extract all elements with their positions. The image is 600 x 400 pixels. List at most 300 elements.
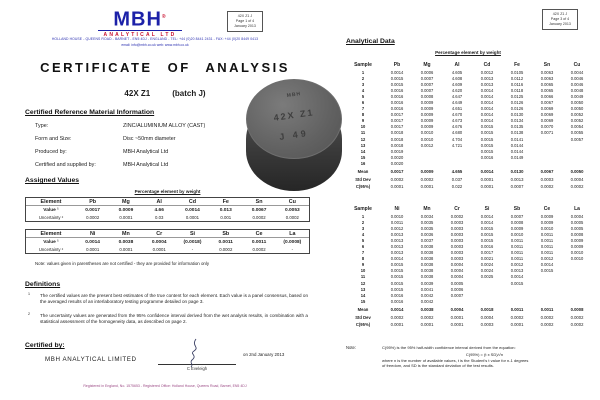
definitions-heading: Definitions (25, 281, 61, 288)
table-cell: 0.0019 (390, 148, 404, 154)
table-cell: 0.0052 (570, 118, 584, 124)
definition-ref-1: 1 (28, 292, 30, 296)
info-label: Type: (35, 123, 49, 129)
parentheses-note: Note: values given in parentheses are not certified - they are provided for information only (35, 261, 210, 266)
table-cell: 0.0015 (480, 231, 494, 237)
certified-by-heading: Certified by: (25, 342, 65, 349)
definition-2: The uncertainty values are generated from the 95% confidence interval derived from the wet analysis results, in combination with a statistical assessment of the homogeneity data, as described on page 2. (40, 313, 308, 324)
table-cell: 0.0042 (420, 298, 434, 304)
table-cell: 0.0001 (510, 322, 524, 328)
table-cell: 5 (361, 237, 365, 243)
table-cell: 0.0009 (420, 118, 434, 124)
table-cell: 14 (360, 292, 366, 298)
table-cell: Pb (393, 61, 401, 68)
table-cell: 0.0010 (390, 213, 404, 219)
table-cell: 0.0011 (251, 239, 267, 245)
table-cell: 0.0014 (85, 239, 100, 245)
table-cell: 4.608 (451, 75, 463, 81)
table-cell: 0.0016 (390, 93, 404, 99)
stamp-page: Page 3 of 4 (550, 16, 570, 21)
table-cell: 4.670 (451, 112, 463, 118)
table-cell: 1 (361, 69, 365, 75)
table-cell: 0.0046 (570, 81, 584, 87)
table-cell: 0.0016 (390, 298, 404, 304)
table-cell: 0.0017 (390, 124, 404, 130)
signature-squiggle (178, 338, 212, 368)
table-cell: 0.0002 (570, 184, 584, 190)
info-label: Certified and supplied by: (35, 162, 96, 168)
table-cell: 0.0016 (390, 100, 404, 106)
table-cell: 0.0042 (420, 292, 434, 298)
table-cell: 0.0004 (480, 314, 494, 320)
table-cell: 0.0014 (480, 112, 494, 118)
document-title: CERTIFICATE OF ANALYSIS (40, 60, 290, 75)
table-cell: Sn (543, 61, 551, 68)
table-row (26, 246, 309, 253)
table-cell: 0.0024 (480, 268, 494, 274)
table-cell: 0.0050 (570, 169, 584, 175)
table-cell: Cr (454, 205, 460, 212)
table-cell: 0.0015 (390, 262, 404, 268)
table-cell: Ce (543, 205, 551, 212)
table-cell: 0.0002 (420, 176, 434, 182)
table-cell: 0.0013 (390, 250, 404, 256)
table-cell: 0.0116 (510, 81, 524, 87)
table-cell: 0.0005 (570, 219, 584, 225)
info-label: Form and Size: (35, 136, 72, 142)
table-cell: 0.0014 (540, 262, 554, 268)
table-cell: Mean (357, 169, 369, 175)
table-cell: 0.0011 (540, 307, 554, 312)
table-cell: 0.0135 (510, 124, 524, 130)
table-cell: 0.0013 (480, 75, 494, 81)
registered-mark-icon: ® (161, 14, 167, 20)
disc-engraving-brand: MBH (286, 91, 302, 99)
table-cell: 15 (360, 154, 366, 160)
table-row (344, 60, 592, 69)
table-cell: 5 (361, 93, 365, 99)
table-cell: C(95%) (355, 184, 371, 190)
table-cell: 0.0003 (450, 237, 464, 243)
note-line-3: of freedom, and SD is the standard deviation of the test results. (382, 363, 494, 368)
table-cell: 0.0001 (119, 247, 133, 252)
table-cell: 0.0001 (86, 247, 100, 252)
table-cell: 0.0017 (85, 207, 100, 213)
table-cell: 0.0065 (540, 81, 554, 87)
table-cell: 0.0007 (510, 184, 524, 190)
table-cell: 0.0015 (540, 268, 554, 274)
table-cell: 0.0144 (510, 148, 524, 154)
page-stamp-right (542, 9, 578, 30)
table-cell: 0.0012 (480, 69, 494, 75)
confidence-interval-note (382, 345, 587, 368)
table-cell: C(95%) (355, 322, 371, 328)
table-cell: 0.0001 (480, 184, 494, 190)
mbh-logo-subtitle: ANALYTICAL LTD (98, 30, 182, 38)
table-cell: 0.0015 (510, 280, 524, 286)
registered-office-footer: Registered in England, No. 1575653 - Registered Office: Holland House, Queens Road, Barnet, EN5 4DJ (83, 384, 247, 388)
table-cell: 0.0014 (390, 69, 404, 75)
table-row (344, 320, 592, 328)
table-cell: Mg (109, 198, 142, 206)
table-cell: 10 (360, 124, 366, 130)
table-cell: 0.0015 (480, 124, 494, 130)
table-cell: 0.0003 (450, 250, 464, 256)
table-cell: 0.0020 (390, 160, 404, 166)
batch-label: (batch J) (172, 89, 206, 98)
table-cell: 0.0010 (510, 231, 524, 237)
stamp-date: January 2013 (234, 23, 256, 28)
table-cell: 0.0015 (390, 280, 404, 286)
note-line-2: where n is the number of available values, t is the Student's t value for n-1 degrees (382, 358, 529, 363)
table-cell: 0.0049 (570, 93, 584, 99)
table-cell: 4.651 (451, 106, 463, 112)
table-cell: 13 (360, 142, 366, 148)
table-cell: 0.0014 (480, 118, 494, 124)
table-cell: 0.0015 (480, 142, 494, 148)
table-cell: Sn (242, 198, 275, 206)
table-cell: 0.0038 (420, 244, 434, 250)
table-cell: 0.0002 (252, 215, 266, 220)
table-cell: Ni (394, 205, 400, 212)
table-cell: Mg (423, 61, 431, 68)
table-cell: 0.0001 (480, 176, 494, 182)
table-cell: Sb (209, 230, 242, 238)
table-cell: 0.0008 (570, 231, 584, 237)
table-cell: Fe (209, 198, 242, 206)
table-row (26, 230, 309, 238)
table-cell: 0.0002 (86, 215, 100, 220)
table-row (344, 167, 592, 175)
table-cell: 0.0001 (450, 322, 464, 328)
table-cell: 0.0035 (420, 225, 434, 231)
crm-section-heading: Certified Reference Material Information (25, 109, 155, 116)
table-cell: 0.0014 (185, 207, 200, 213)
stamp-product: 42X Z1 J (237, 13, 253, 18)
table-cell: 0.0018 (480, 307, 494, 312)
table-cell: 2 (361, 75, 365, 81)
table-cell: 0.0007 (420, 75, 434, 81)
table-cell: 0.0010 (420, 136, 434, 142)
stamp-page: Page 1 of 4 (235, 18, 255, 23)
table-cell: 0.0008 (510, 219, 524, 225)
table-cell: 0.0125 (510, 93, 524, 99)
table-cell: Mn (109, 230, 142, 238)
table-cell: 4.721 (451, 142, 463, 148)
table-cell: 12 (360, 280, 366, 286)
table-cell: 0.0011 (510, 237, 524, 243)
table-cell: 0.0012 (390, 225, 404, 231)
table-cell: Ce (242, 230, 275, 238)
table-cell: Si (484, 205, 490, 212)
table-cell: 0.0021 (480, 256, 494, 262)
table-cell: 0.0009 (510, 225, 524, 231)
table-cell: 0.0066 (540, 93, 554, 99)
table-cell: 0.0063 (540, 75, 554, 81)
table-cell: Al (454, 61, 460, 68)
table-cell: - (291, 247, 294, 252)
table-cell: 14 (360, 148, 366, 154)
table-cell: 0.0017 (390, 112, 404, 118)
table-cell: 0.0001 (390, 184, 404, 190)
table-cell: Mn (423, 205, 431, 212)
table-cell: 0.0002 (390, 176, 404, 182)
table-cell: 0.0067 (540, 169, 554, 175)
table-cell: 0.0126 (510, 106, 524, 112)
table-cell: 0.0016 (390, 106, 404, 112)
table-cell: 0.0013 (390, 244, 404, 250)
table-cell: 11 (360, 130, 366, 136)
table-row (344, 204, 592, 213)
table-cell: 0.0003 (450, 225, 464, 231)
table-cell: 0.0013 (390, 237, 404, 243)
table-cell: Element (26, 230, 76, 238)
table-cell: La (574, 205, 580, 212)
assigned-values-table-1 (25, 197, 310, 222)
table-cell: Uncertainty ² (38, 215, 64, 220)
table-cell: 0.0001 (152, 247, 166, 252)
table-cell: Std Dev (355, 176, 371, 182)
table-cell: 0.0009 (420, 112, 434, 118)
table-cell: 0.0003 (450, 219, 464, 225)
table-cell: Cd (483, 61, 491, 68)
table-cell: 0.0001 (420, 184, 434, 190)
table-cell: 0.0034 (420, 213, 434, 219)
table-cell: 0.0038 (420, 307, 434, 312)
table-row (344, 182, 592, 190)
table-cell: 4.609 (451, 81, 463, 87)
info-label: Produced by: (35, 149, 67, 155)
table-cell: 12 (360, 136, 366, 142)
table-cell: 0.0014 (480, 87, 494, 93)
table-cell: 0.0134 (510, 118, 524, 124)
table-cell: Element (26, 198, 76, 206)
table-cell: Cd (176, 198, 209, 206)
table-cell: 0.0017 (390, 169, 404, 175)
table-cell: 0.0002 (252, 247, 266, 252)
table-cell: Si (176, 230, 209, 238)
table-cell: 0.0105 (510, 69, 524, 75)
table-cell: 0.0057 (570, 136, 584, 142)
table-cell: 0.0002 (570, 322, 584, 328)
table-row (26, 206, 309, 214)
table-cell: La (276, 230, 309, 238)
table-cell: 0.0144 (510, 142, 524, 148)
table-row (344, 304, 592, 312)
table-cell: 0.0002 (420, 314, 434, 320)
table-cell: 0.0025 (480, 274, 494, 280)
table-cell: 4.676 (451, 124, 463, 130)
page-stamp-left (227, 11, 263, 32)
table-cell: 0.0001 (185, 215, 200, 220)
table-cell: 0.0055 (570, 130, 584, 136)
table-cell: 0.0011 (510, 256, 524, 262)
table-cell: Cr (143, 230, 176, 238)
assigned-values-table-2 (25, 229, 310, 254)
table-cell: 6 (361, 100, 365, 106)
table-cell: Ni (76, 230, 109, 238)
product-code: 42X Z1 (124, 89, 151, 98)
table-cell: 0.0015 (480, 130, 494, 136)
info-value: ZINC/ALUMINIUM ALLOY (CAST) (123, 123, 206, 129)
table-cell: 0.0001 (119, 215, 133, 220)
table-cell: 0.0013 (510, 176, 524, 182)
table-cell: 0.0050 (570, 100, 584, 106)
table-cell: 0.0002 (540, 322, 554, 328)
table-cell: 0.0044 (570, 69, 584, 75)
table-cell: 0.0003 (480, 322, 494, 328)
table-cell: 0.0063 (540, 69, 554, 75)
table-cell: 0.0001 (420, 322, 434, 328)
table-cell: 0.0015 (390, 274, 404, 280)
table-cell: 0.0004 (450, 307, 464, 312)
table-cell: 10 (360, 268, 366, 274)
table-row (26, 198, 309, 206)
table-cell: Std Dev (355, 314, 371, 320)
info-value: MBH Analytical Ltd (123, 162, 169, 168)
table-cell: 0.0011 (510, 244, 524, 250)
table-cell: 0.0018 (390, 142, 404, 148)
table-cell: 0.0014 (480, 219, 494, 225)
table-cell: 15 (360, 298, 366, 304)
table-cell: Cu (573, 61, 581, 68)
table-cell: 0.0038 (420, 274, 434, 280)
table-cell: 0.0130 (510, 169, 524, 175)
table-cell: 3 (361, 225, 365, 231)
logo-name-text: MBH (113, 8, 162, 31)
note-label: Note: (346, 345, 357, 350)
table-cell: 0.0008 (420, 93, 434, 99)
table-cell: 0.0009 (570, 237, 584, 243)
table-cell: 0.0014 (390, 307, 404, 312)
table-cell: 4.680 (451, 130, 463, 136)
table-cell: 0.0141 (510, 136, 524, 142)
table-cell: 0.0011 (540, 250, 554, 256)
disc-engraving-code: 42X Z1 (272, 107, 316, 123)
table-cell: 0.0014 (480, 100, 494, 106)
table-cell: 0.0038 (118, 239, 134, 245)
table-cell: Sample (354, 205, 372, 212)
table-cell: 0.0014 (480, 169, 494, 175)
table-cell: 0.0016 (390, 292, 404, 298)
table-cell: 0.0003 (450, 244, 464, 250)
table-cell: 8 (361, 256, 365, 262)
table-cell: 0.0004 (450, 274, 464, 280)
table-cell: 0.0010 (420, 130, 434, 136)
table-row (344, 312, 592, 320)
table-row (344, 174, 592, 182)
table-cell: 0.0009 (118, 207, 134, 213)
percentage-heading-right: Percentage element by weight (435, 50, 501, 55)
table-cell: 4 (361, 231, 365, 237)
table-cell: 0.0002 (219, 247, 233, 252)
table-cell: 0.0009 (420, 169, 434, 175)
table-cell: 9 (361, 118, 365, 124)
table-cell: 4.649 (451, 100, 463, 106)
table-cell: 0.0002 (540, 314, 554, 320)
table-cell: 0.0002 (285, 215, 299, 220)
table-cell: 0.0006 (420, 69, 434, 75)
stamp-date: January 2013 (549, 21, 571, 26)
table-cell: 3 (361, 81, 365, 87)
table-cell: Value ¹ (43, 207, 59, 213)
table-cell: 0.0138 (510, 130, 524, 136)
table-cell: 0.0002 (540, 184, 554, 190)
info-value: Disc ~50mm diameter (123, 136, 176, 142)
table-cell: 0.013 (219, 207, 232, 213)
table-cell: 0.0002 (390, 314, 404, 320)
definition-1: The certified values are the present best estimates of the true content for each element. Each value is a panel consensus, based on the averaged results of an interlaboratory testing programme detailed on page 3. (40, 293, 308, 304)
table-cell: 0.0011 (390, 219, 404, 225)
table-cell: Sample (354, 61, 372, 68)
table-cell: 0.0015 (390, 268, 404, 274)
table-cell: 0.0009 (570, 244, 584, 250)
table-cell: 4.704 (451, 136, 463, 142)
table-cell: 0.0009 (540, 213, 554, 219)
table-cell: 0.0065 (540, 87, 554, 93)
table-cell: 0.0053 (285, 207, 300, 213)
table-cell: (0.0018) (183, 239, 202, 245)
table-cell: 0.0007 (510, 213, 524, 219)
signature-date: on 2nd January 2013 (243, 352, 285, 357)
table-cell: 0.0041 (420, 286, 434, 292)
table-cell: 4.673 (451, 118, 463, 124)
table-cell: 0.0069 (540, 112, 554, 118)
table-cell: 0.0149 (510, 154, 524, 160)
table-cell: 0.0067 (540, 100, 554, 106)
table-cell: 0.0013 (390, 231, 404, 237)
table-cell: 0.0038 (420, 262, 434, 268)
table-cell: 0.0016 (480, 244, 494, 250)
table-cell: 0.0011 (510, 250, 524, 256)
table-cell: 7 (361, 250, 365, 256)
table-cell: 0.0007 (450, 292, 464, 298)
table-cell: 1 (361, 213, 365, 219)
table-cell: 0.0018 (390, 130, 404, 136)
table-cell: 4.655 (451, 169, 463, 175)
table-cell: 0.0002 (570, 314, 584, 320)
table-cell: 0.0015 (480, 136, 494, 142)
table-cell: 0.0011 (218, 239, 233, 245)
table-cell: 0.0015 (480, 237, 494, 243)
analytical-table-1 (344, 60, 592, 189)
table-cell: Pb (76, 198, 109, 206)
table-cell: 0.0035 (420, 219, 434, 225)
table-cell: 0.0012 (420, 142, 434, 148)
table-cell: 4.647 (451, 93, 463, 99)
table-cell: 0.0052 (570, 112, 584, 118)
table-cell: 0.0010 (570, 256, 584, 262)
table-cell: 0.0010 (540, 225, 554, 231)
table-cell: 0.0008 (570, 307, 584, 312)
table-cell: 0.0002 (450, 213, 464, 219)
table-cell: - (191, 247, 194, 252)
table-cell: 9 (361, 262, 365, 268)
table-cell: Fe (514, 61, 520, 68)
table-cell: 0.0004 (570, 213, 584, 219)
percentage-heading-left: Percentage element by weight (134, 189, 201, 194)
table-cell: 0.0007 (420, 81, 434, 87)
disc-top-face (246, 79, 342, 159)
table-cell: 8 (361, 112, 365, 118)
table-cell: 0.0012 (540, 256, 554, 262)
table-cell: 16 (360, 160, 366, 166)
table-cell: 0.0013 (510, 268, 524, 274)
mbh-logo (98, 7, 182, 38)
table-cell: 0.0038 (420, 256, 434, 262)
table-cell: 0.0014 (390, 256, 404, 262)
table-cell: 0.0018 (390, 136, 404, 142)
